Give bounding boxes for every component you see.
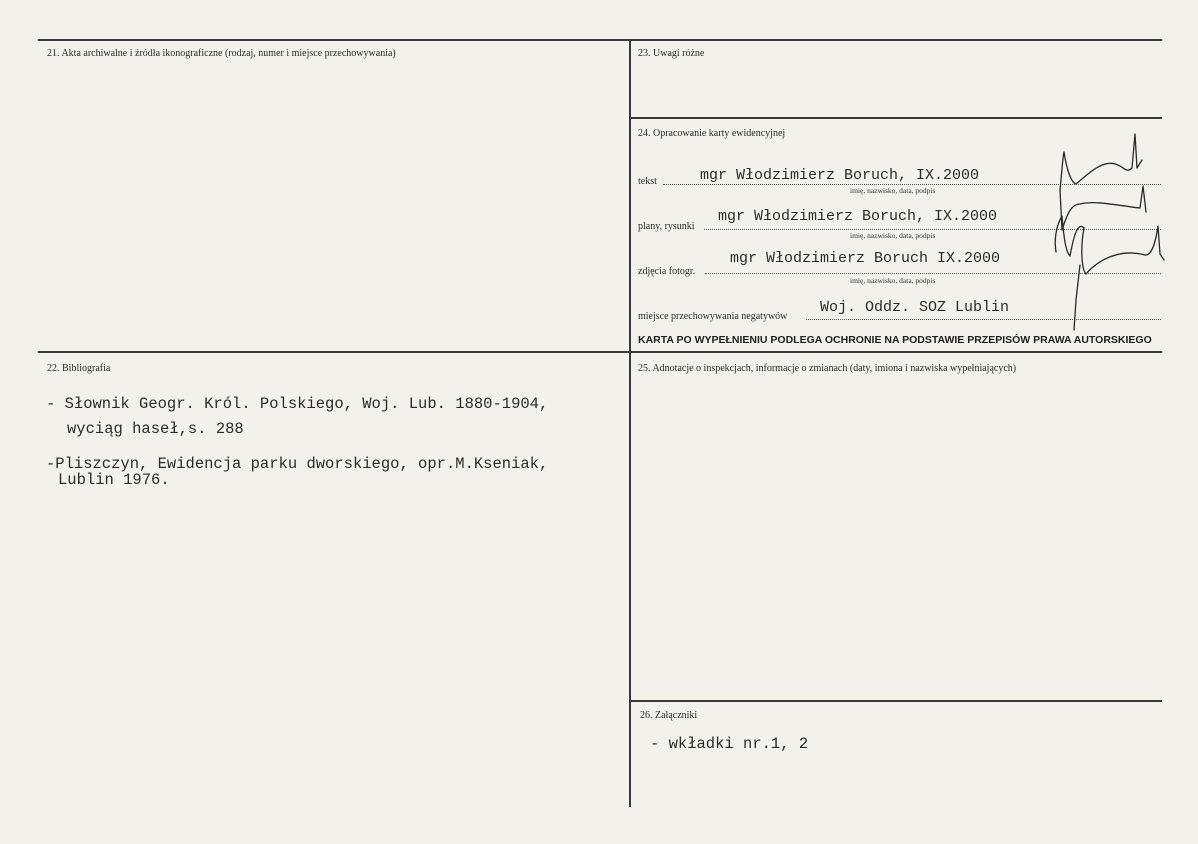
s24-text-sublabel: imię, nazwisko, data, podpis [850, 186, 936, 195]
section-23-label: 23. Uwagi różne [638, 48, 705, 59]
section-21-label: 21. Akta archiwalne i źródła ikonograficzne (rodzaj, numer i miejsce przechowywania) [47, 48, 396, 59]
s24-text-label: tekst [638, 176, 657, 187]
s24-plans-label: plany, rysunki [638, 221, 695, 232]
bibliography-entry-1-line-2: wyciąg haseł,s. 288 [67, 420, 244, 438]
section-26-label: 26. Załączniki [640, 710, 698, 721]
s25-bottom-line [630, 700, 1162, 702]
s24-photos-label: zdjęcia fotogr. [638, 266, 696, 277]
section-25-label: 25. Adnotacje o inspekcjach, informacje o zmianach (daty, imiona i nazwiska wypełniających) [638, 363, 1017, 374]
section-24-label: 24. Opracowanie karty ewidencyjnej [638, 128, 786, 139]
s24-photos-sublabel: imię, nazwisko, data, podpis [850, 276, 936, 285]
bibliography-entry-1-line-1: - Słownik Geogr. Król. Polskiego, Woj. Lub. 1880-1904, [46, 395, 549, 413]
attachments-value: - wkładki nr.1, 2 [650, 735, 809, 753]
signature-scribble [1040, 130, 1170, 340]
bibliography-entry-2-line-2: Lublin 1976. [58, 471, 170, 489]
copyright-notice: KARTA PO WYPEŁNIENIU PODLEGA OCHRONIE NA PODSTAWIE PRZEPISÓW PRAWA AUTORSKIEGO [638, 334, 1152, 346]
vertical-divider [629, 40, 631, 807]
middle-horizontal-line [38, 351, 1162, 353]
bibliography-entry-2-line-1: -Pliszczyn, Ewidencja parku dworskiego, opr.M.Kseniak, [46, 455, 549, 473]
s24-negatives-label: miejsce przechowywania negatywów [638, 311, 788, 322]
top-border-line [38, 39, 1162, 41]
s24-text-value: mgr Włodzimierz Boruch, IX.2000 [700, 167, 980, 184]
s24-negatives-value: Woj. Oddz. SOZ Lublin [820, 299, 1010, 316]
s24-plans-value: mgr Włodzimierz Boruch, IX.2000 [718, 208, 998, 225]
s23-bottom-line [630, 117, 1162, 119]
s24-plans-sublabel: imię, nazwisko, data, podpis [850, 231, 936, 240]
section-22-label: 22. Bibliografia [47, 363, 111, 374]
s24-photos-value: mgr Włodzimierz Boruch IX.2000 [730, 250, 1001, 267]
